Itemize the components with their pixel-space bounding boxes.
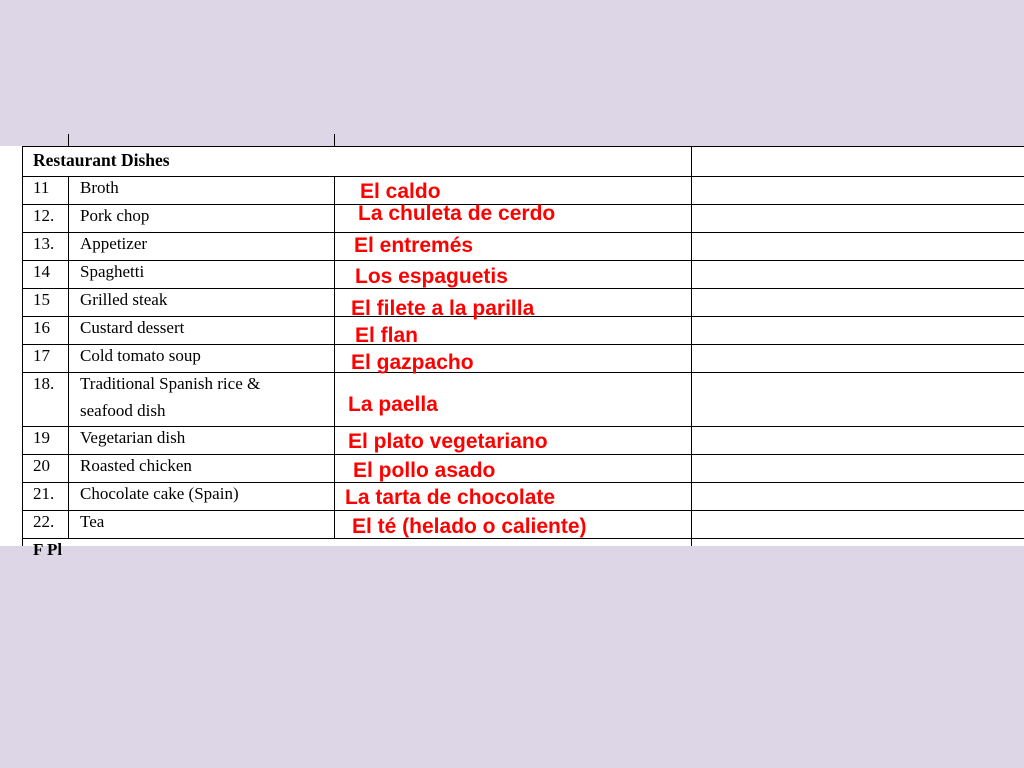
column-divider-stub (68, 134, 69, 146)
row-number: 15 (33, 290, 50, 309)
english-dish: Grilled steak (80, 290, 168, 309)
row-divider (22, 482, 1024, 483)
table-sheet (0, 146, 1024, 559)
row-number: 14 (33, 262, 50, 281)
row-divider (22, 372, 1024, 373)
row-number: 13. (33, 234, 55, 253)
english-dish-line2: seafood dish (80, 401, 166, 420)
english-dish: Cold tomato soup (80, 346, 201, 365)
row-number: 11 (33, 178, 50, 197)
spanish-translation: El pollo asado (353, 459, 496, 482)
row-divider (22, 232, 1024, 233)
english-dish: Custard dessert (80, 318, 185, 337)
spanish-translation: El gazpacho (351, 351, 474, 374)
table-border-left (22, 146, 23, 546)
row-divider (22, 176, 1024, 177)
english-dish: Tea (80, 512, 105, 531)
spanish-translation: El té (helado o caliente) (352, 515, 587, 538)
english-dish: Vegetarian dish (80, 428, 186, 447)
english-dish: Roasted chicken (80, 456, 192, 475)
row-number: 16 (33, 318, 50, 337)
spanish-translation: El caldo (360, 180, 441, 203)
english-dish: Broth (80, 178, 119, 197)
english-dish: Spaghetti (80, 262, 145, 281)
row-divider (22, 426, 1024, 427)
spanish-translation: La chuleta de cerdo (358, 202, 556, 225)
row-number: 12. (33, 206, 55, 225)
english-dish: Traditional Spanish rice & (80, 374, 261, 393)
english-dish: Pork chop (80, 206, 150, 225)
table-heading: Restaurant Dishes (33, 150, 170, 170)
column-divider (691, 146, 692, 546)
row-number: 20 (33, 456, 50, 475)
row-number: 21. (33, 484, 55, 503)
spanish-translation: La tarta de chocolate (345, 486, 556, 509)
spanish-translation: La paella (348, 393, 438, 416)
column-divider (68, 176, 69, 538)
spanish-translation: El flan (355, 324, 419, 347)
row-divider (22, 510, 1024, 511)
row-number: 18. (33, 374, 55, 393)
row-divider (22, 344, 1024, 345)
table-border-top (22, 146, 1024, 147)
spanish-translation: Los espaguetis (355, 265, 508, 288)
column-divider (334, 176, 335, 538)
next-section-heading-cutoff: F Pl (33, 540, 63, 559)
row-number: 22. (33, 512, 55, 531)
row-divider (22, 454, 1024, 455)
row-number: 19 (33, 428, 50, 447)
row-divider (22, 260, 1024, 261)
spanish-translation: El filete a la parilla (351, 297, 535, 320)
row-number: 17 (33, 346, 50, 365)
english-dish: Chocolate cake (Spain) (80, 484, 239, 503)
column-divider-stub (334, 134, 335, 146)
english-dish: Appetizer (80, 234, 148, 253)
row-divider (22, 288, 1024, 289)
spanish-translation: El plato vegetariano (348, 430, 548, 453)
spanish-translation: El entremés (354, 234, 474, 257)
